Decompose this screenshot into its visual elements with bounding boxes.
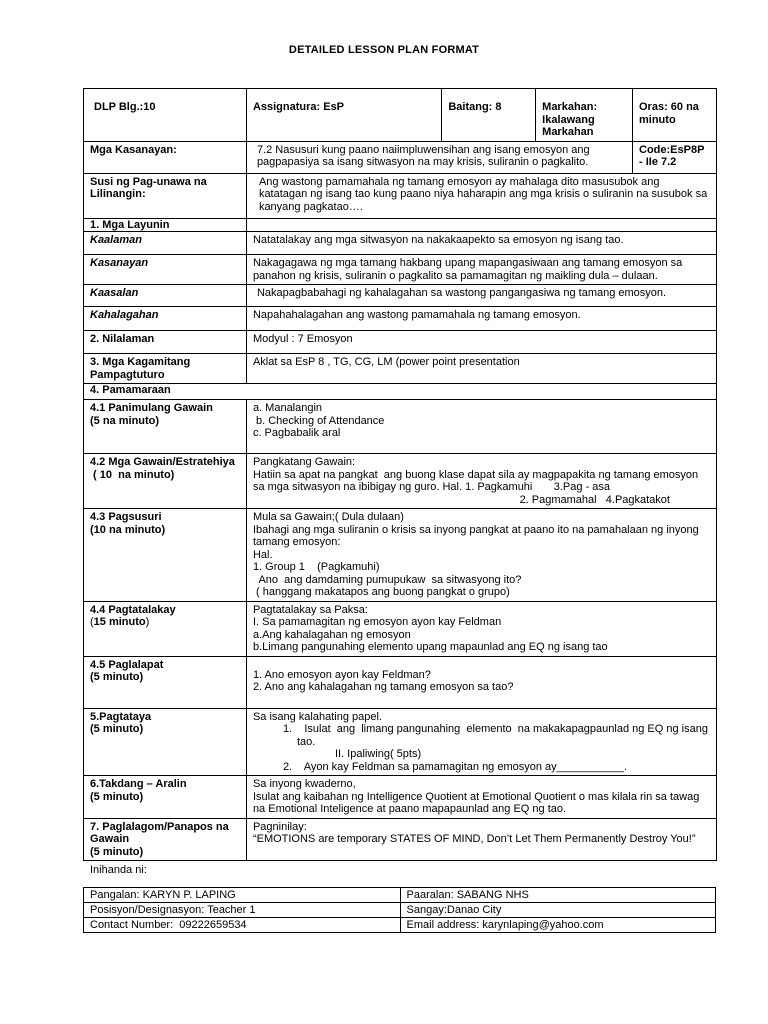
subject: Assignatura: EsP (246, 89, 441, 142)
signature-row-1 (84, 888, 716, 903)
kasanayan-label: Kasanayan (84, 255, 247, 285)
content-text: Modyul : 7 Emosyon (246, 331, 716, 354)
content-label: 2. Nilalaman (84, 331, 247, 354)
section-4-1 (84, 400, 717, 454)
section-4-4 (84, 601, 717, 656)
competency-row (84, 141, 717, 173)
section-4-3-content: Mula sa Gawain;( Dula dulaan) Ibahagi ang mga suliranin o krisis sa inyong pangkat at paano ito na pamahalaan ng inyong tamang emosyon: Hal. 1. Group 1 (Pagkamuhi) Ano ang damdaming pumupukaw sa sitwasyong ito? ( hanggang makatapos ang buong pangkat o grupo) (246, 509, 716, 602)
signature-row-2 (84, 903, 716, 918)
content-row (84, 331, 717, 354)
signature-row-3 (84, 918, 716, 933)
kaasalan-row (84, 285, 717, 307)
procedure-label: 4. Pamamaraan (84, 384, 717, 400)
section-4-5 (84, 656, 717, 708)
section-4-1-content: a. Manalangin b. Checking of Attendance c. Pagbabalik aral (246, 400, 716, 454)
materials-label: 3. Mga Kagamitang Pampagtuturo (84, 354, 247, 384)
section-4-2-label: 4.2 Mga Gawain/Estratehiya ( 10 na minuto) (84, 454, 247, 509)
school-name: Paaralan: SABANG NHS (400, 888, 715, 903)
section-6-content: Sa inyong kwaderno, Isulat ang kaibahan ng Intelligence Quotient at Emotional Quotient o mas kilala rin sa tawag na Emotional Inteligence at paano mapapaunlad ang EQ ng tao. (246, 776, 716, 819)
kaasalan-label: Kaasalan (84, 285, 247, 307)
section-4-2-content: Pangkatang Gawain: Hatiin sa apat na pangkat ang buong klase dapat sila ay magpapakita ng tamang emosyon sa mga sitwasyon na ibibigay ng guro. Hal. 1. Pagkamuhi 3.Pag - asa 2. Pagmamahal 4.Pagkatakot (246, 454, 716, 509)
lesson-plan-table (83, 88, 717, 861)
kaalaman-text: Natatalakay ang mga sitwasyon na nakakaapekto sa emosyon ng isang tao. (246, 232, 716, 255)
materials-row (84, 354, 717, 384)
competency-text: 7.2 Nasusuri kung paano naiimpluwensihan ang isang emosyon ang pagpapasiya sa isang sitwasyon na may krisis, suliranin o pagkalito. (246, 141, 632, 173)
header-row (84, 89, 717, 142)
contact-number: Contact Number: 09222659534 (84, 918, 401, 933)
kaalaman-label: Kaalaman (84, 232, 247, 255)
quarter: Markahan: Ikalawang Markahan (536, 89, 633, 142)
section-6-label: 6.Takdang – Aralin (5 minuto) (84, 776, 247, 819)
section-4-2 (84, 454, 717, 509)
kasanayan-text: Nakagagawa ng mga tamang hakbang upang mapangasiwaan ang tamang emosyon sa panahon ng krisis, suliranin o pagkalito sa pamamagitan ng maikling dula – dulaan. (246, 255, 716, 285)
kasanayan-row (84, 255, 717, 285)
section-6 (84, 776, 717, 819)
section-7-content: Pagninilay: “EMOTIONS are temporary STATES OF MIND, Don’t Let Them Permanently Destroy You!” (246, 818, 716, 861)
section-4-3-label: 4.3 Pagsusuri (10 na minuto) (84, 509, 247, 602)
section-7-label: 7. Paglalagom/Panapos na Gawain (5 minuto) (84, 818, 247, 861)
section-4-4-label: 4.4 Pagtatalakay (15 minuto) (84, 601, 247, 656)
section-5-content: Sa isang kalahating papel. 1. Isulat ang limang pangunahing elemento na makakapagpaunlad ng EQ ng isang tao. II. Ipaliwing( 5pts) 2. Ayon kay Feldman sa pamamagitan ng emosyon ay___________. (246, 708, 716, 776)
procedure-row (84, 384, 717, 400)
competency-label: Mga Kasanayan: (84, 141, 247, 173)
section-4-5-label: 4.5 Paglalapat (5 minuto) (84, 656, 247, 708)
competency-code: Code:EsP8P - IIe 7.2 (633, 141, 717, 173)
email-address: Email address: karynlaping@yahoo.com (400, 918, 715, 933)
understanding-label: Susi ng Pag-unawa na Lilinangin: (84, 173, 247, 218)
section-4-5-content: 1. Ano emosyon ayon kay Feldman? 2. Ano ang kahalagahan ng tamang emosyon sa tao? (246, 656, 716, 708)
section-7 (84, 818, 717, 861)
teacher-name: Pangalan: KARYN P. LAPING (84, 888, 401, 903)
kahalagahan-label: Kahalagahan (84, 307, 247, 331)
section-4-1-label: 4.1 Panimulang Gawain (5 na minuto) (84, 400, 247, 454)
section-5-label: 5.Pagtataya (5 minuto) (84, 708, 247, 776)
teacher-position: Posisyon/Designasyon: Teacher 1 (84, 903, 401, 918)
objectives-label: 1. Mga Layunin (84, 218, 247, 232)
section-4-4-content: Pagtatalakay sa Paksa: I. Sa pamamagitan ng emosyon ayon kay Feldman a.Ang kahalagahan ng emosyon b.Limang pangunahing elemento upang mapaunlad ang EQ ng isang tao (246, 601, 716, 656)
objectives-row (84, 218, 717, 232)
division: Sangay:Danao City (400, 903, 715, 918)
section-5 (84, 708, 717, 776)
materials-text: Aklat sa EsP 8 , TG, CG, LM (power point presentation (246, 354, 716, 384)
page-title: DETAILED LESSON PLAN FORMAT (288, 44, 480, 56)
prepared-by: Inihanda ni: (90, 864, 147, 876)
section-4-3 (84, 509, 717, 602)
time-allotment: Oras: 60 na minuto (633, 89, 717, 142)
understanding-text: Ang wastong pamamahala ng tamang emosyon ay mahalaga dito masusubok ang katatagan ng isang tao kung paano niya haharapin ang mga krisis o suliranin na susubok sa kanyang pagkatao…. (246, 173, 716, 218)
grade-level: Baitang: 8 (442, 89, 536, 142)
dlp-number: DLP Blg.:10 (84, 89, 247, 142)
kaasalan-text: Nakapagbabahagi ng kahalagahan sa wastong pangangasiwa ng tamang emosyon. (246, 285, 716, 307)
signature-table (83, 887, 716, 933)
kahalagahan-row (84, 307, 717, 331)
understanding-row (84, 173, 717, 218)
kahalagahan-text: Napahahalagahan ang wastong pamamahala ng tamang emosyon. (246, 307, 716, 331)
kaalaman-row (84, 232, 717, 255)
